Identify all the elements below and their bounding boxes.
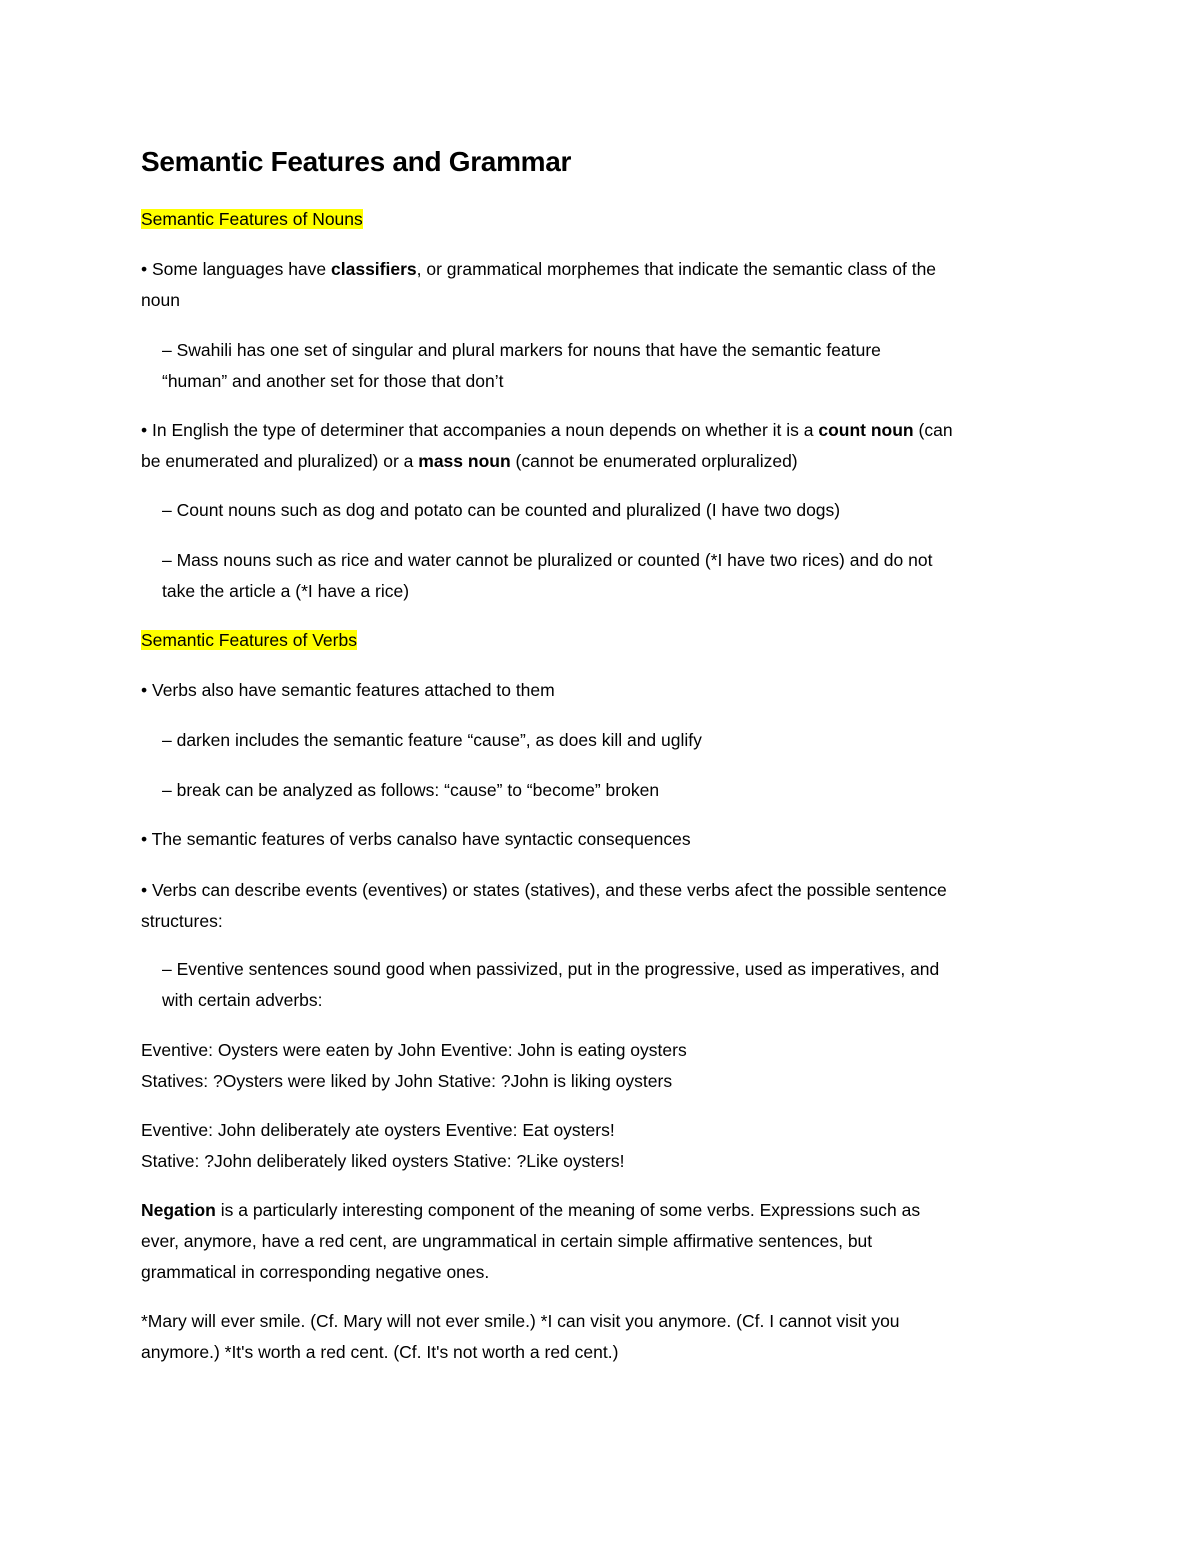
nouns-sub-1 xyxy=(162,335,881,397)
verbs-sub-3-line1: – Eventive sentences sound good when passivized, put in the progressive, used as imperatives, and xyxy=(162,959,940,979)
term-negation: Negation xyxy=(141,1200,216,1220)
nouns-sub-3-line2: take the article a (*I have a rice) xyxy=(162,581,410,601)
verbs-section-heading xyxy=(141,625,357,656)
verbs-bullet-3 xyxy=(141,875,947,937)
nouns-bullet-2-line2: be enumerated and pluralized) or a xyxy=(141,451,419,471)
nouns-sub-1-line1: – Swahili has one set of singular and plural markers for nouns that have the semantic feature xyxy=(162,340,881,360)
nouns-bullet-2-text: • In English the type of determiner that accompanies a noun depends on whether it is a xyxy=(141,420,819,440)
example-line: Eventive: Oysters were eaten by John Eventive: John is eating oysters xyxy=(141,1040,687,1060)
nouns-bullet-2-line2-cont: (cannot be enumerated orpluralized) xyxy=(510,451,798,471)
nouns-bullet-1-text-cont: , or grammatical morphemes that indicate the semantic class of the xyxy=(416,259,937,279)
negation-example-line1: *Mary will ever smile. (Cf. Mary will not ever smile.) *I can visit you anymore. (Cf. I cannot visit you xyxy=(141,1311,900,1331)
verbs-bullet-3-line2: structures: xyxy=(141,911,223,931)
term-classifiers: classifiers xyxy=(331,259,417,279)
negation-example-line2: anymore.) *It's worth a red cent. (Cf. It's not worth a red cent.) xyxy=(141,1342,619,1362)
example-line: Eventive: John deliberately ate oysters Eventive: Eat oysters! xyxy=(141,1120,615,1140)
nouns-sub-1-line2: “human” and another set for those that don’t xyxy=(162,371,504,391)
verbs-sub-1: – darken includes the semantic feature “cause”, as does kill and uglify xyxy=(162,730,702,750)
nouns-sub-2: – Count nouns such as dog and potato can be counted and pluralized (I have two dogs) xyxy=(162,500,841,520)
term-mass-noun: mass noun xyxy=(418,451,511,471)
example-line: Stative: ?John deliberately liked oysters Stative: ?Like oysters! xyxy=(141,1151,625,1171)
nouns-sub-3 xyxy=(162,545,932,607)
example-line: Statives: ?Oysters were liked by John Stative: ?John is liking oysters xyxy=(141,1071,673,1091)
verbs-sub-3 xyxy=(162,954,939,1016)
nouns-bullet-2 xyxy=(141,415,953,477)
term-count-noun: count noun xyxy=(818,420,914,440)
verbs-bullet-1: • Verbs also have semantic features attached to them xyxy=(141,680,555,700)
negation-examples xyxy=(141,1306,900,1368)
negation-paragraph xyxy=(141,1195,920,1288)
examples-block-2 xyxy=(141,1115,624,1177)
verbs-bullet-2: • The semantic features of verbs canalso have syntactic consequences xyxy=(141,829,691,849)
nouns-sub-3-line1: – Mass nouns such as rice and water cannot be pluralized or counted (*I have two rices) and do not xyxy=(162,550,933,570)
examples-block-1 xyxy=(141,1035,687,1097)
nouns-bullet-2-text-cont: (can xyxy=(913,420,953,440)
verbs-heading-highlight: Semantic Features of Verbs xyxy=(141,630,357,650)
nouns-heading-highlight: Semantic Features of Nouns xyxy=(141,209,363,229)
nouns-section-heading xyxy=(141,204,363,235)
nouns-bullet-1-text: • Some languages have xyxy=(141,259,332,279)
page-title: Semantic Features and Grammar xyxy=(141,146,572,177)
verbs-sub-2: – break can be analyzed as follows: “cause” to “become” broken xyxy=(162,780,660,800)
negation-line2: ever, anymore, have a red cent, are ungrammatical in certain simple affirmative sentences, but xyxy=(141,1231,873,1251)
verbs-sub-3-line2: with certain adverbs: xyxy=(162,990,323,1010)
negation-line3: grammatical in corresponding negative ones. xyxy=(141,1262,490,1282)
negation-line1: is a particularly interesting component of the meaning of some verbs. Expressions such as xyxy=(215,1200,921,1220)
verbs-bullet-3-line1: • Verbs can describe events (eventives) or states (statives), and these verbs afect the possible sentence xyxy=(141,880,947,900)
nouns-bullet-1-line2: noun xyxy=(141,290,180,310)
nouns-bullet-1 xyxy=(141,254,936,316)
